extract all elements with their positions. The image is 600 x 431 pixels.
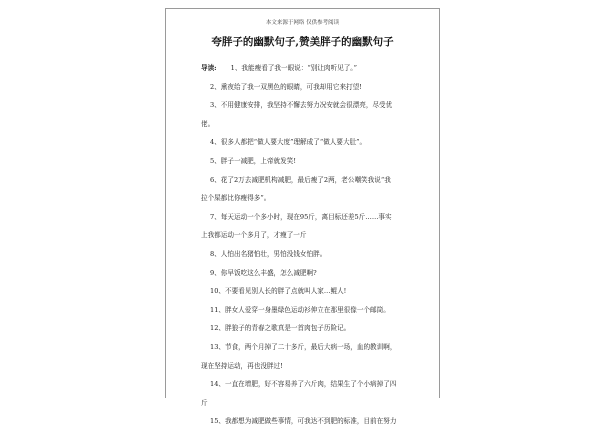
text-line: 7、每天运动一个多小时，现在95斤，离目标还差5斤……事实 (210, 212, 392, 221)
text-line: 佬。 (201, 119, 215, 128)
lead-label: 导读: (201, 64, 217, 72)
text-line: 11、胖女人爱穿一身墨绿色运动衫伸立在那里很像一个邮筒。 (210, 305, 390, 314)
text-line: 8、人怕出名猪怕壮，男怕没钱女怕胖。 (210, 249, 327, 258)
text-line: 导读: 1、我能瘦看了我一眼说：“别让肉听见了。” (201, 64, 357, 72)
text-line: 6、花了2万去减肥机构减肥，最后瘦了2两，老公嘲笑我说“我 (210, 175, 391, 184)
source-note: 本文来源于网络 仅供参考阅读 (265, 20, 340, 26)
text-line: 现在坚持运动，再也没胖过! (201, 361, 283, 370)
text-line: 14、一直在增肥，好不容易养了六斤肉，结果生了个小病掉了四 (210, 380, 397, 389)
document-body (201, 59, 426, 431)
text-line: 5、胖子一减肥，上帝就发笑! (210, 156, 296, 165)
text-line: 13、节食，两个月掉了二十多斤，最后大病一场，血的教训啊， (210, 342, 397, 351)
document-title: 夸胖子的幽默句子,赞美胖子的幽默句子 (211, 36, 394, 48)
text-line: 上我都运动一个多月了，才瘦了一斤 (201, 231, 307, 240)
text-line: 3、不用健康安排，我坚持不懈去努力况安就会很漂亮，尽受优 (210, 101, 393, 110)
text-line: 斤 (201, 398, 208, 407)
text-line: 拉个屎都比你瘦得多”。 (201, 194, 271, 203)
text-line: 15、我都想为减肥做些事情，可我达不到肥的标准，目前在努力 (210, 417, 397, 426)
text-line: 9、你早饭吃这么丰盛，怎么减肥啊? (210, 268, 317, 277)
text-line: 12、胖狼子的青春之歌真是一首肉包子历险记。 (210, 324, 351, 333)
text-line: 4、很多人都把“做人要大度”理解成了“做人要大肚”。 (210, 138, 367, 147)
text-line: 10、不要看见别人长的胖了点就叫人家…鲲人! (210, 287, 347, 296)
text-line: 2、熏夜给了我一双黑色的眼睛，可我却用它来打望! (210, 82, 362, 91)
document-page (165, 8, 440, 426)
